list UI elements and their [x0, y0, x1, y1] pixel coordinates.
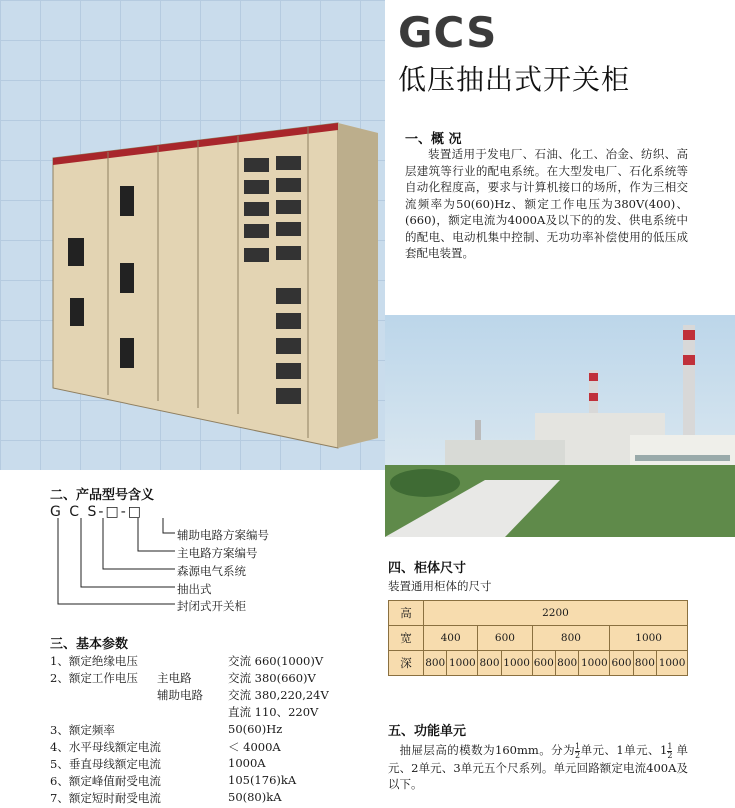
brand-title: GCS	[398, 8, 498, 57]
function-text-b: 单元、1单元、1	[580, 743, 668, 757]
overview-text: 装置适用于发电厂、石油、化工、冶金、纺织、高层建筑等行业的配电系统。在大型发电厂、石化系统等自动化程度高，要求与计算机接口的场所，作为三相交流频率为50(60)Hz、额定工作电压为380V(400)、(660)，额定电流为4000A及以下的的发、供电系统中的配电、电动机集中控制、无功功率补偿使用的低压成套配电装置。	[405, 147, 688, 260]
function-text-c: 单元、2单元、3单元五个尺系列。单元回路额定电流400A及以下。	[388, 743, 689, 791]
table-row	[389, 626, 688, 651]
params-heading: 三、基本参数	[50, 637, 129, 652]
power-plant-photo	[385, 315, 735, 537]
param-key: 5、垂直母线额定电流	[50, 757, 161, 771]
model-heading: 二、产品型号含义	[50, 488, 155, 503]
param-value: 50(60)Hz	[228, 722, 283, 736]
param-value: 1000A	[228, 756, 266, 770]
param-key: 4、水平母线额定电流	[50, 740, 161, 754]
param-value: 105(176)kA	[228, 773, 297, 787]
param-value: 交流 660(1000)V	[228, 654, 324, 668]
depth-value: 1000	[447, 651, 478, 676]
model-label-drawout: 抽出式	[177, 582, 212, 596]
depth-value: 1000	[579, 651, 610, 676]
depth-value: 800	[633, 651, 656, 676]
row-label-depth: 深	[389, 651, 424, 676]
fraction-half-2: $\frac{1}{2}$	[667, 741, 673, 760]
depth-value: 600	[610, 651, 633, 676]
function-heading: 五、功能单元	[388, 724, 467, 739]
depth-value: 600	[532, 651, 555, 676]
table-row	[389, 651, 688, 676]
model-label-aux: 辅助电路方案编号	[177, 528, 269, 542]
dimensions-caption: 装置通用柜体的尺寸	[388, 579, 492, 593]
param-sub: 主电路	[157, 671, 192, 685]
depth-value: 800	[555, 651, 578, 676]
model-code: G C S-□-□	[50, 504, 143, 520]
param-key: 6、额定峰值耐受电流	[50, 774, 161, 788]
dimensions-heading: 四、柜体尺寸	[388, 561, 467, 576]
param-value: 直流 110、220V	[228, 705, 319, 719]
table-row	[389, 601, 688, 626]
param-key: 7、额定短时耐受电流	[50, 791, 161, 805]
width-value: 400	[424, 626, 478, 651]
function-text	[388, 742, 688, 793]
model-label-main: 主电路方案编号	[177, 546, 258, 560]
row-label-width: 宽	[389, 626, 424, 651]
depth-value: 1000	[657, 651, 688, 676]
width-value: 600	[478, 626, 532, 651]
width-value: 1000	[610, 626, 688, 651]
product-title: 低压抽出式开关柜	[398, 63, 631, 96]
overview-heading: 一、概 况	[405, 132, 462, 147]
width-value: 800	[532, 626, 610, 651]
model-label-system: 森源电气系统	[177, 564, 246, 578]
param-key: 2、额定工作电压	[50, 671, 138, 685]
param-value: 交流 380(660)V	[228, 671, 316, 685]
dimensions-table	[388, 600, 688, 676]
param-value: 50(80)kA	[228, 790, 282, 804]
fraction-half: $\frac{1}{2}$	[575, 741, 581, 760]
param-value: ＜ 4000A	[228, 740, 281, 754]
row-label-height: 高	[389, 601, 424, 626]
model-label-enclosed: 封闭式开关柜	[177, 599, 246, 613]
depth-value: 1000	[501, 651, 532, 676]
depth-value: 800	[424, 651, 447, 676]
model-leader-lines	[50, 518, 180, 613]
param-sub: 辅助电路	[157, 688, 203, 702]
switchgear-cabinet-image	[48, 118, 383, 453]
height-value: 2200	[424, 601, 688, 626]
param-key: 3、额定频率	[50, 723, 115, 737]
param-value: 交流 380,220,24V	[228, 688, 329, 702]
depth-value: 800	[478, 651, 501, 676]
param-key: 1、额定绝缘电压	[50, 654, 138, 668]
function-text-a: 抽屉层高的模数为160mm。分为	[399, 743, 576, 757]
